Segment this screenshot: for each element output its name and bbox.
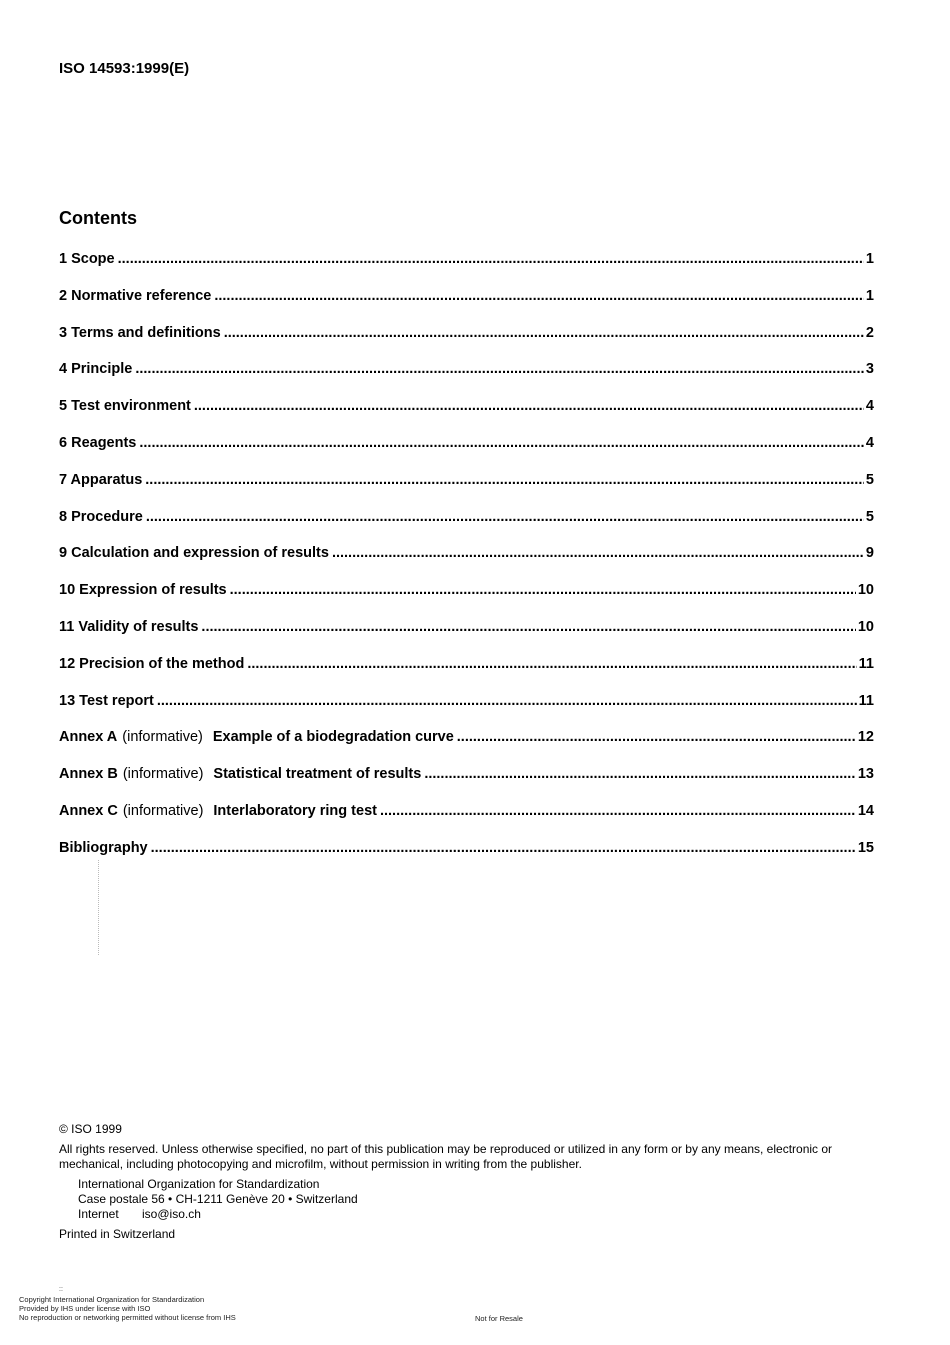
toc-entry-expression-of-results[interactable]: [59, 582, 874, 619]
toc-entry-normative-reference[interactable]: [59, 288, 874, 325]
annex-label: Annex A: [59, 729, 118, 746]
organization-name: International Organization for Standardization: [78, 1177, 320, 1191]
toc-entry-label: Bibliography: [59, 839, 148, 856]
scan-artifact: [98, 860, 105, 955]
toc-entry-label: 9 Calculation and expression of results: [59, 545, 329, 562]
toc-entry-label: 8 Procedure: [59, 508, 143, 525]
annex-kind: (informative): [122, 729, 203, 746]
toc-entry-terms-and-definitions[interactable]: [59, 325, 874, 362]
toc-entry-bibliography[interactable]: [59, 840, 874, 877]
organization-address: Case postale 56 • CH-1211 Genève 20 • Switzerland: [78, 1192, 358, 1206]
toc-entry-label: 6 Reagents: [59, 434, 137, 451]
annex-title: Interlaboratory ring test: [213, 802, 377, 819]
table-of-contents: [59, 251, 874, 877]
annex-title: Statistical treatment of results: [213, 766, 422, 783]
toc-entry-label: 1 Scope: [59, 251, 115, 267]
toc-entry-page: 10: [857, 582, 874, 599]
toc-entry-page: 2: [865, 324, 874, 341]
dot-leader: [230, 582, 856, 598]
footer-line-copyright: Copyright International Organization for Standardization: [19, 1295, 205, 1304]
dot-leader: [201, 619, 855, 635]
annex-kind: (informative): [122, 802, 204, 819]
toc-entry-label: 10 Expression of results: [59, 582, 227, 599]
toc-entry-annex-a[interactable]: [59, 729, 874, 766]
copyright-block: [59, 1122, 879, 1242]
toc-entry-page: 11: [858, 692, 874, 709]
toc-entry-label: 7 Apparatus: [59, 471, 143, 488]
toc-entry-page: 3: [865, 361, 874, 378]
toc-entry-calculation[interactable]: [59, 545, 874, 582]
toc-entry-page: 9: [865, 545, 874, 562]
footer-line-provided: Provided by IHS under license with ISO: [19, 1304, 151, 1313]
dot-leader: [118, 251, 864, 267]
toc-entry-label: 3 Terms and definitions: [59, 324, 221, 341]
toc-entry-test-environment[interactable]: [59, 398, 874, 435]
toc-entry-page: 5: [865, 508, 874, 525]
toc-entry-label: 13 Test report: [59, 692, 154, 709]
annex-title: Example of a biodegradation curve: [212, 729, 454, 746]
toc-entry-label: 2 Normative reference: [59, 287, 212, 304]
toc-entry-precision[interactable]: [59, 656, 874, 693]
dot-leader: [214, 288, 864, 304]
toc-entry-page: 4: [865, 434, 874, 451]
toc-entry-page: 15: [857, 839, 874, 856]
internet-email[interactable]: iso@iso.ch: [142, 1207, 201, 1221]
annex-label: Annex C: [59, 802, 118, 819]
copyright-notice: © ISO 1999: [59, 1122, 122, 1136]
document-id: ISO 14593:1999(E): [59, 60, 190, 77]
toc-entry-test-report[interactable]: [59, 693, 874, 730]
dot-leader: [135, 361, 864, 377]
dot-leader: [146, 509, 864, 525]
toc-entry-page: 10: [857, 618, 874, 635]
toc-entry-label: 12 Precision of the method: [59, 655, 245, 672]
dot-leader: [332, 545, 864, 561]
contents-title: Contents: [59, 208, 137, 228]
toc-entry-label: 11 Validity of results: [59, 618, 199, 635]
footer-license: [19, 1295, 236, 1322]
toc-entry-page: 12: [857, 729, 874, 746]
dot-leader: [139, 435, 864, 451]
dot-leader: [145, 472, 864, 488]
toc-entry-procedure[interactable]: [59, 509, 874, 546]
toc-entry-page: 14: [857, 802, 874, 819]
dot-leader: [194, 398, 864, 414]
rights-statement: All rights reserved. Unless otherwise specified, no part of this publication may be reproduced or utilized in any form or by any means, electronic or mechanical, including photocopying and microfilm, without permission in writing from the publisher.: [59, 1142, 833, 1171]
dot-leader: [247, 656, 856, 672]
dot-leader: [151, 840, 856, 856]
toc-entry-page: 5: [865, 471, 874, 488]
footer-line-reproduction: No reproduction or networking permitted without license from IHS: [19, 1313, 236, 1322]
toc-entry-page: 1: [865, 251, 874, 267]
toc-entry-page: 11: [858, 655, 874, 672]
toc-entry-label: 4 Principle: [59, 361, 133, 378]
footer-marks: ::: [59, 1286, 63, 1293]
dot-leader: [224, 325, 864, 341]
toc-entry-scope[interactable]: [59, 251, 874, 288]
internet-contact: [59, 1207, 879, 1222]
internet-label: Internet: [78, 1207, 119, 1221]
toc-entry-apparatus[interactable]: [59, 472, 874, 509]
toc-entry-annex-c[interactable]: [59, 803, 874, 840]
toc-entry-label: 5 Test environment: [59, 398, 191, 415]
toc-entry-annex-b[interactable]: [59, 766, 874, 803]
toc-entry-principle[interactable]: [59, 361, 874, 398]
annex-kind: (informative): [122, 766, 204, 783]
dot-leader: [157, 693, 857, 709]
toc-entry-page: 13: [857, 766, 874, 783]
dot-leader: [424, 766, 856, 782]
printed-in: Printed in Switzerland: [59, 1227, 176, 1241]
annex-label: Annex B: [59, 766, 118, 783]
footer-not-for-resale: Not for Resale: [475, 1314, 523, 1323]
toc-entry-page: 4: [865, 398, 874, 415]
dot-leader: [380, 803, 856, 819]
dot-leader: [457, 729, 856, 745]
toc-entry-page: 1: [865, 287, 874, 304]
toc-entry-validity-of-results[interactable]: [59, 619, 874, 656]
toc-entry-reagents[interactable]: [59, 435, 874, 472]
